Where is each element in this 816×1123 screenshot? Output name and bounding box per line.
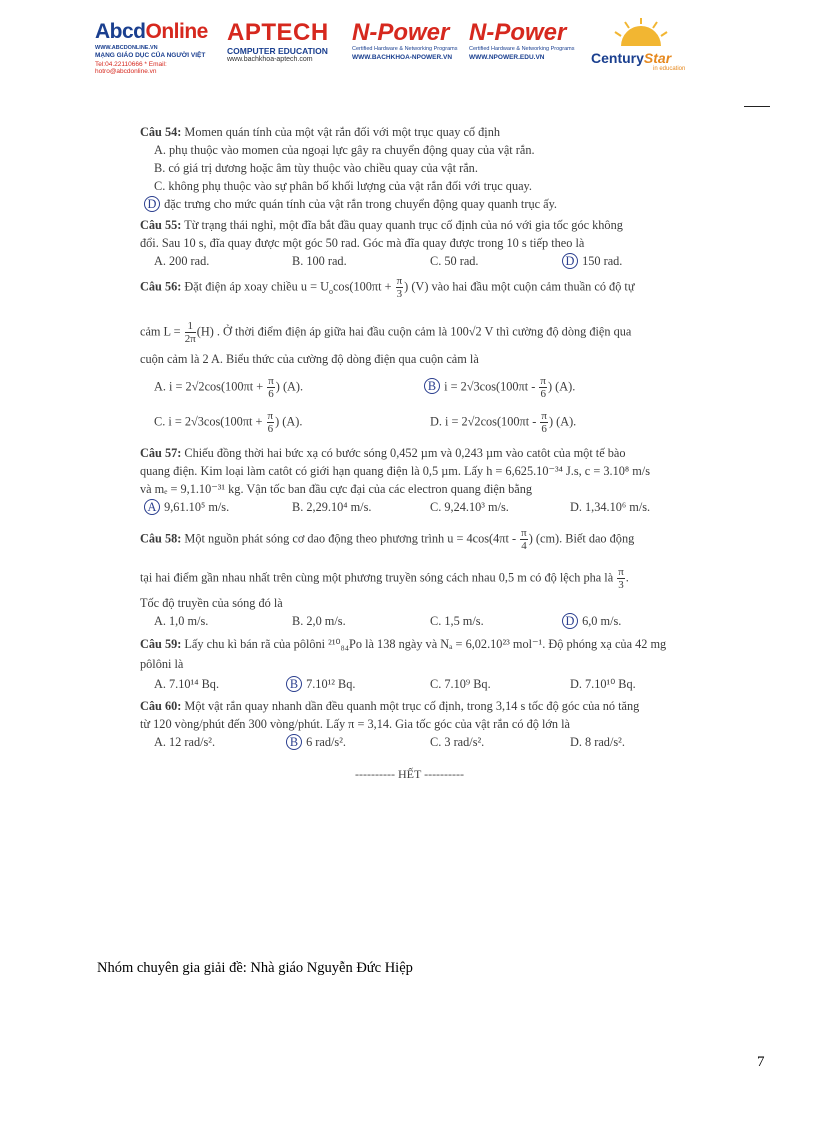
q56-option-a xyxy=(154,375,303,400)
q56-b-text: i = 2√3cos(100πt - xyxy=(441,379,539,394)
footer-credit: Nhóm chuyên gia giải đề: Nhà giáo Nguyễn Đức Hiệp xyxy=(97,960,413,976)
answer-circle: D xyxy=(562,613,578,629)
logo-text-abcd: Abcd xyxy=(95,20,146,43)
q56-text-1b: cos(100πt + xyxy=(332,279,395,294)
q58-option-c: C. 1,5 m/s. xyxy=(430,614,484,628)
q60-option-b-text: 6 rad/s². xyxy=(303,735,346,749)
frac-den: 6 xyxy=(267,423,274,435)
q59-stem-2: pôlôni là xyxy=(140,657,184,671)
q58-text-1b: ) (cm). Biết dao động xyxy=(528,531,635,546)
q59-label: Câu 59: xyxy=(140,637,182,651)
fraction xyxy=(539,375,547,400)
q58-text-2a: tại hai điểm gần nhau nhất trên cùng một phương truyền sóng cách nhau 0,5 m có độ lệch pha là xyxy=(140,570,617,585)
abcdonline-logo xyxy=(95,20,221,75)
q56-text-2a: cảm L = xyxy=(140,324,184,339)
q56-stem-2 xyxy=(140,320,631,345)
q55-option-d-text: 150 rad. xyxy=(579,254,623,268)
q54-option-c: C. không phụ thuộc vào sự phân bố khối lượng của vật rắn đối với trục quay. xyxy=(154,179,532,193)
frac-den: 6 xyxy=(541,423,547,435)
end-marker: ---------- HẾT ---------- xyxy=(355,767,465,781)
npower-name-2: N-Power xyxy=(469,19,567,46)
top-divider xyxy=(744,106,770,107)
sun-icon xyxy=(613,18,669,46)
q59-stem-1 xyxy=(140,637,666,652)
answer-circle: B xyxy=(424,378,440,394)
q58-label: Câu 58: xyxy=(140,531,182,546)
aptech-name: APTECH xyxy=(227,19,329,46)
frac-num: π xyxy=(618,566,624,578)
q55-text-1: Từ trạng thái nghỉ, một đĩa bắt đầu quay quanh trục cố định của nó với gia tốc góc không xyxy=(181,218,623,232)
q54-text: Momen quán tính của một vật rắn đối với một trục quay cố định xyxy=(181,125,500,139)
q58-stem-3: Tốc độ truyền của sóng đó là xyxy=(140,596,283,610)
q56-option-d xyxy=(430,410,576,435)
q59-option-b-text: 7.10¹² Bq. xyxy=(303,677,356,691)
q58-option-d xyxy=(562,613,621,629)
q56-text-1c: ) (V) vào hai đầu một cuộn cảm thuần có độ tự xyxy=(404,279,635,294)
aptech-url: www.bachkhoa-aptech.com xyxy=(227,56,313,63)
q54-option-d-text: đặc trưng cho mức quán tính của vật rắn trong chuyển động quay quanh trục ấy. xyxy=(161,197,558,211)
frac-num: π xyxy=(396,275,403,287)
npower-logo-1 xyxy=(352,20,470,61)
century-edu: in education xyxy=(653,66,686,72)
q60-option-b xyxy=(286,734,346,750)
q58-stem-2: tại hai điểm gần nhau nhất trên cùng một phương truyền sóng cách nhau 0,5 m có độ lệch pha là $\frac{\pi}{3}$ . xyxy=(140,566,629,591)
header-logos xyxy=(95,20,695,80)
fraction xyxy=(396,275,404,300)
q54-stem xyxy=(140,125,500,140)
q58-option-b: B. 2,0 m/s. xyxy=(292,614,346,628)
q60-label: Câu 60: xyxy=(140,699,182,713)
q54-option-a: A. phụ thuộc vào momen của ngoại lực gây ra chuyển động quay của vật rắn. xyxy=(154,143,535,157)
npower-logo-2 xyxy=(469,20,587,61)
q55-label: Câu 55: xyxy=(140,218,182,232)
answer-circle: B xyxy=(286,734,302,750)
q56-b-tail: ) (A). xyxy=(547,379,576,394)
npower-url-1: WWW.BACHKHOA-NPOWER.VN xyxy=(352,54,453,61)
q58-stem-1 xyxy=(140,527,634,552)
q57-option-b: B. 2,29.10⁴ m/s. xyxy=(292,500,372,514)
fraction xyxy=(185,320,196,345)
q57-option-a-text: 9,61.10⁵ m/s. xyxy=(161,500,230,514)
q59-option-b xyxy=(286,676,355,692)
q56-c-tail: ) (A). xyxy=(275,414,303,429)
q57-stem-1 xyxy=(140,446,626,461)
q56-stem-1: Câu 56: Đặt điện áp xoay chiều $u = U_o\cos(100\pi t$ + $\frac{\pi}{3}$ ) (V) vào hai đầu một cuộn cảm thuần có độ tự xyxy=(140,275,635,300)
q55-option-c: C. 50 rad. xyxy=(430,254,479,268)
abcd-tagline: MẠNG GIÁO DỤC CỦA NGƯỜI VIỆT xyxy=(95,52,206,59)
frac-num: π xyxy=(268,375,274,387)
q60-text-1: Một vật rắn quay nhanh dần đều quanh một trục cố định, trong 3,14 s tốc độ góc của nó tăng xyxy=(181,699,640,713)
q58-text-1a: Một nguồn phát sóng cơ dao động theo phương trình u = 4cos(4πt - xyxy=(181,531,520,546)
frac-num: π xyxy=(541,410,547,422)
q59-option-d: D. 7.10¹⁰ Bq. xyxy=(570,677,636,691)
q60-option-c: C. 3 rad/s². xyxy=(430,735,485,749)
q55-option-b: B. 100 rad. xyxy=(292,254,347,268)
q56-label: Câu 56: xyxy=(140,279,182,294)
frac-den: 6 xyxy=(268,388,274,400)
q54-label: Câu 54: xyxy=(140,125,182,139)
answer-circle: D xyxy=(144,196,160,212)
q60-option-d: D. 8 rad/s². xyxy=(570,735,625,749)
q59-text-1: Lấy chu kì bán rã của pôlôni ²¹⁰₈₄Po là 138 ngày và Nₐ = 6,02.10²³ mol⁻¹. Độ phóng xạ của 42 mg xyxy=(181,637,667,651)
fraction xyxy=(267,410,275,435)
q56-a-text: A. i = 2√2cos(100πt + xyxy=(154,379,267,394)
q57-stem-3: và mₑ = 9,1.10⁻³¹ kg. Vận tốc ban đầu cực đại của các electron quang điện bằng xyxy=(140,482,532,496)
q56-option-b xyxy=(424,375,575,400)
q56-c-text: C. i = 2√3cos(100πt + xyxy=(154,414,266,429)
aptech-sub: COMPUTER EDUCATION xyxy=(227,46,328,56)
fraction xyxy=(267,375,275,400)
q56-a-tail: ) (A). xyxy=(275,379,304,394)
frac-den: 3 xyxy=(618,579,624,591)
frac-den: 6 xyxy=(540,388,546,400)
answer-circle: D xyxy=(562,253,578,269)
abcd-site: WWW.ABCDONLINE.VN xyxy=(95,45,158,51)
q56-text-2b: (H) . Ở thời điểm điện áp giữa hai đầu cuộn cảm là 100√2 V thì cường độ dòng điện qua xyxy=(196,324,632,339)
q55-stem-1 xyxy=(140,218,623,233)
q59-option-a: A. 7.10¹⁴ Bq. xyxy=(154,677,220,691)
npower-sub-1: Certified Hardware & Networking Programs xyxy=(352,46,458,52)
aptech-logo xyxy=(227,20,345,63)
q58-option-a: A. 1,0 m/s. xyxy=(154,614,209,628)
abcd-contact: Tel:04.22110666 * Email: hotro@abcdonline.vn xyxy=(95,61,167,75)
frac-num: π xyxy=(267,410,274,422)
q59-option-c: C. 7.10⁹ Bq. xyxy=(430,677,491,691)
q56-d-tail: ) (A). xyxy=(548,414,577,429)
q60-stem-2: từ 120 vòng/phút đến 300 vòng/phút. Lấy π = 3,14. Gia tốc góc của vật rắn có độ lớn là xyxy=(140,717,570,731)
q60-stem-1 xyxy=(140,699,639,714)
q57-option-c: C. 9,24.10³ m/s. xyxy=(430,500,509,514)
q55-stem-2: đổi. Sau 10 s, đĩa quay được một góc 50 rad. Góc mà đĩa quay được trong 10 s tiếp theo là xyxy=(140,236,585,250)
q57-stem-2: quang điện. Kim loại làm catôt có giới hạn quang điện là 0,5 µm. Lấy h = 6,625.10⁻³⁴ J.s, c = 3.10⁸ m/s xyxy=(140,464,650,478)
q57-text-1: Chiếu đồng thời hai bức xạ có bước sóng 0,452 µm và 0,243 µm vào catôt của một tế bào xyxy=(181,446,626,460)
frac-num: π xyxy=(540,375,546,387)
q58-option-d-text: 6,0 m/s. xyxy=(579,614,622,628)
frac-den: 2π xyxy=(184,333,196,345)
q56-option-c xyxy=(154,410,302,435)
frac-den: 3 xyxy=(396,288,403,300)
q57-option-d: D. 1,34.10⁶ m/s. xyxy=(570,500,651,514)
page-number: 7 xyxy=(757,1054,765,1070)
frac-den: 4 xyxy=(521,540,527,552)
q56-text-1a: Đặt điện áp xoay chiều u = U xyxy=(181,279,329,294)
answer-circle: B xyxy=(286,676,302,692)
century-text: Century xyxy=(591,50,644,66)
q55-option-d xyxy=(562,253,622,269)
q56-stem-3: cuộn cảm là 2 A. Biểu thức của cường độ dòng điện qua cuộn cảm là xyxy=(140,352,479,366)
q60-option-a: A. 12 rad/s². xyxy=(154,735,216,749)
frac-num: 1 xyxy=(185,320,196,333)
npower-url-2: WWW.NPOWER.EDU.VN xyxy=(469,54,545,61)
npower-sub-2: Certified Hardware & Networking Programs xyxy=(469,46,575,52)
frac-num: π xyxy=(521,527,527,539)
fraction xyxy=(617,566,625,591)
q57-label: Câu 57: xyxy=(140,446,182,460)
q56-d-text: D. i = 2√2cos(100πt - xyxy=(430,414,540,429)
q54-option-d xyxy=(144,196,557,212)
answer-circle: A xyxy=(144,499,160,515)
q57-option-a xyxy=(144,499,229,515)
q54-option-b: B. có giá trị dương hoặc âm tùy thuộc vào chiều quay của vật rắn. xyxy=(154,161,478,175)
q55-option-a: A. 200 rad. xyxy=(154,254,210,268)
fraction xyxy=(520,527,528,552)
npower-name-1: N-Power xyxy=(352,19,450,46)
logo-text-online: Online xyxy=(145,20,208,43)
star-text: Star xyxy=(643,50,672,66)
fraction xyxy=(540,410,548,435)
